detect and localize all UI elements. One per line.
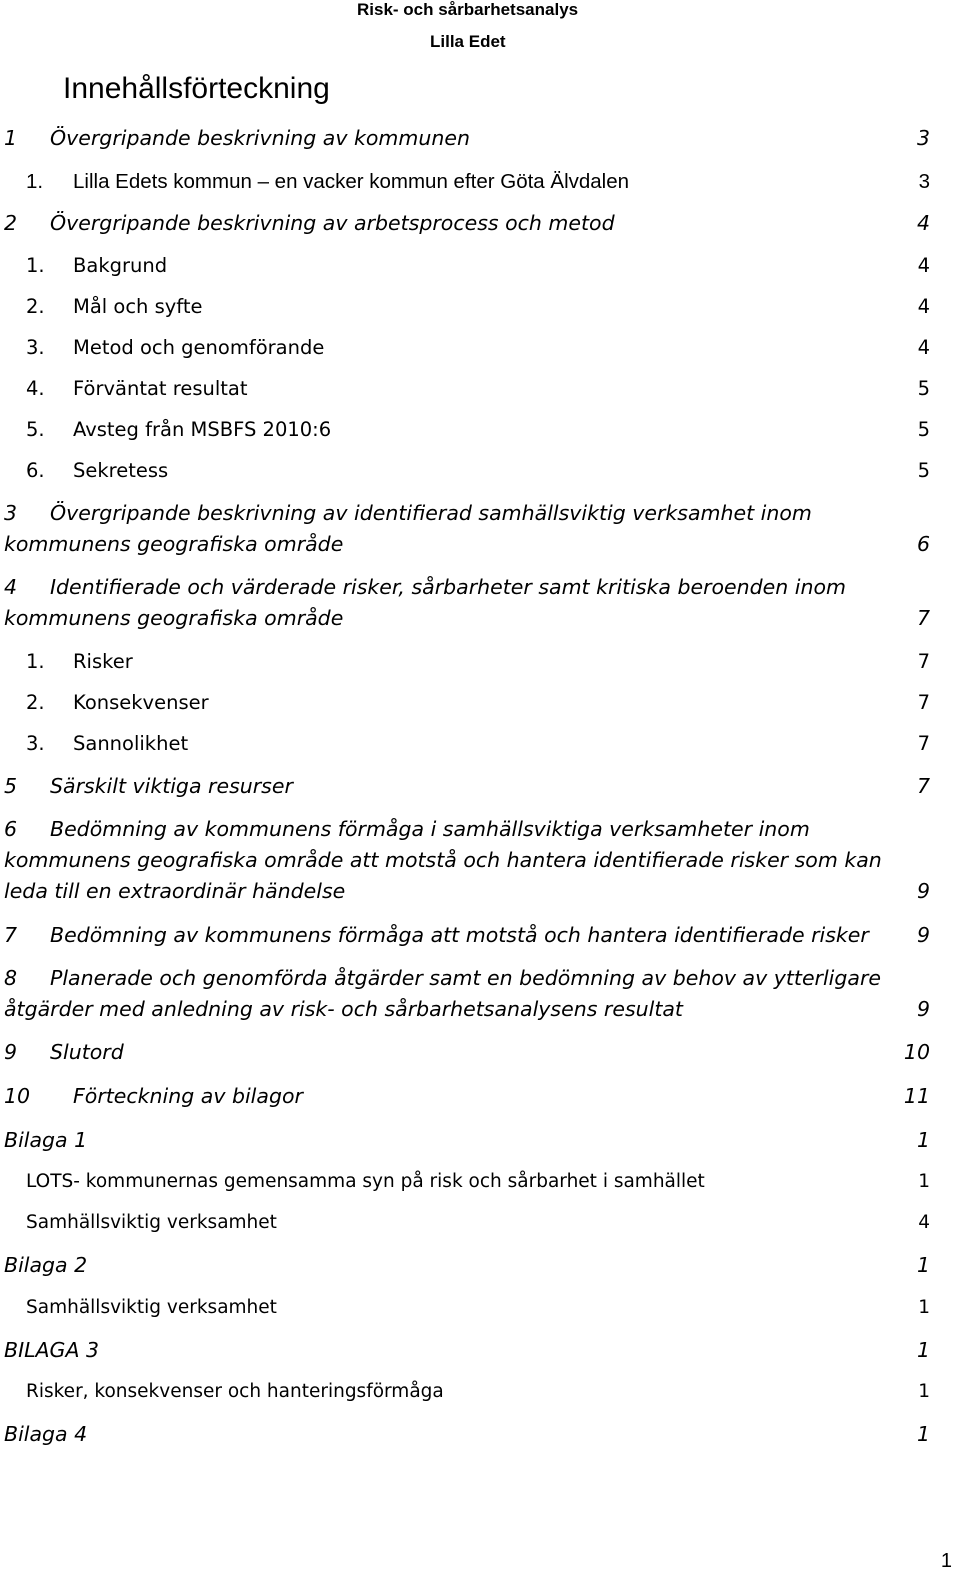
toc-entry-page: 7: [917, 732, 930, 755]
toc-entry-page: 7: [916, 774, 930, 798]
toc-entry-text: Metod och genomförande: [73, 336, 325, 359]
toc-entry-text: Risker: [73, 650, 133, 673]
toc-entry-text: Bilaga 2: [4, 1253, 88, 1277]
toc-entry-page: 7: [917, 691, 930, 714]
toc-entry-text-line1: Identifierade och värderade risker, sårbarheter samt kritiska beroenden inom: [50, 575, 846, 599]
toc-entry-chapter-1[interactable]: [4, 123, 930, 154]
toc-entry-text-line2: kommunens geografiska område: [4, 532, 344, 556]
toc-entry-bilaga-1-samhallsviktig[interactable]: [4, 1207, 930, 1238]
toc-entry-bilaga-1-lots[interactable]: [4, 1166, 930, 1197]
toc-entry-text: Sekretess: [73, 459, 169, 482]
toc-entry-text: Förväntat resultat: [73, 377, 248, 400]
toc-entry-text-line1: Övergripande beskrivning av identifierad samhällsviktig verksamhet inom: [50, 501, 812, 525]
toc-entry-number: 3.: [26, 336, 45, 359]
toc-entry-page: 1: [916, 1253, 930, 1277]
toc-entry-number: 3: [4, 501, 18, 525]
toc-entry-text-line2: kommunens geografiska område att motstå och hantera identifierade risker som kan: [4, 848, 882, 872]
toc-entry-section-2-1[interactable]: [4, 250, 930, 281]
toc-entry-text: Lilla Edets kommun – en vacker kommun efter Göta Älvdalen: [73, 170, 630, 193]
toc-entry-page: 4: [917, 295, 930, 318]
document-header-municipality: Lilla Edet: [430, 32, 506, 51]
toc-entry-number: 2.: [26, 691, 45, 714]
toc-entry-page: 3: [918, 170, 930, 193]
toc-entry-text: Sannolikhet: [73, 732, 189, 755]
toc-entry-page: 1: [916, 1338, 930, 1362]
toc-entry-chapter-2[interactable]: [4, 208, 930, 239]
toc-entry-section-2-5[interactable]: [4, 414, 930, 445]
toc-entry-number: 8: [4, 966, 18, 990]
toc-entry-section-1-1[interactable]: [4, 166, 930, 197]
toc-entry-text: Samhällsviktig verksamhet: [26, 1297, 277, 1318]
toc-entry-text: Övergripande beskrivning av kommunen: [50, 126, 470, 150]
toc-entry-page: 1: [918, 1297, 930, 1318]
toc-entry-text: Risker, konsekvenser och hanteringsförmåga: [26, 1381, 444, 1402]
toc-entry-chapter-3[interactable]: [4, 498, 930, 560]
toc-entry-text: Förteckning av bilagor: [73, 1084, 303, 1108]
toc-entry-section-2-4[interactable]: [4, 373, 930, 404]
toc-entry-bilaga-2[interactable]: [4, 1250, 930, 1281]
toc-entry-section-4-1[interactable]: [4, 646, 930, 677]
toc-entry-page: 5: [917, 459, 930, 482]
toc-entry-text-line2: åtgärder med anledning av risk- och sårbarhetsanalysens resultat: [4, 997, 683, 1021]
toc-entry-text: Bilaga 4: [4, 1422, 88, 1446]
toc-entry-number: 5: [4, 774, 18, 798]
toc-entry-text-line1: Bedömning av kommunens förmåga i samhällsviktiga verksamheter inom: [50, 817, 810, 841]
toc-entry-number: 2: [4, 211, 18, 235]
toc-entry-chapter-7[interactable]: [4, 920, 930, 951]
toc-entry-number: 9: [4, 1040, 18, 1064]
toc-entry-page: 5: [917, 418, 930, 441]
toc-entry-page: 9: [916, 879, 930, 903]
toc-entry-text: Bakgrund: [73, 254, 168, 277]
toc-entry-text: Särskilt viktiga resurser: [50, 774, 293, 798]
toc-entry-chapter-5[interactable]: [4, 771, 930, 802]
toc-entry-bilaga-3[interactable]: [4, 1335, 930, 1366]
toc-entry-number: 5.: [26, 418, 45, 441]
toc-entry-page: 6: [916, 532, 930, 556]
toc-entry-section-2-3[interactable]: [4, 332, 930, 363]
toc-entry-number: 2.: [26, 295, 45, 318]
toc-entry-bilaga-2-samhallsviktig[interactable]: [4, 1292, 930, 1323]
toc-entry-bilaga-4[interactable]: [4, 1419, 930, 1450]
toc-entry-section-4-3[interactable]: [4, 728, 930, 759]
toc-entry-text: LOTS- kommunernas gemensamma syn på risk och sårbarhet i samhället: [26, 1171, 705, 1192]
toc-entry-text: Bilaga 1: [4, 1128, 88, 1152]
toc-entry-page: 4: [917, 254, 930, 277]
toc-entry-section-2-6[interactable]: [4, 455, 930, 486]
toc-entry-page: 11: [903, 1084, 930, 1108]
toc-entry-chapter-10[interactable]: [4, 1081, 930, 1112]
toc-entry-number: 6: [4, 817, 18, 841]
toc-entry-text: Mål och syfte: [73, 295, 203, 318]
toc-entry-chapter-6[interactable]: [4, 814, 930, 907]
toc-entry-chapter-9[interactable]: [4, 1037, 930, 1068]
page-number: 1: [940, 1550, 952, 1572]
toc-entry-text-line2: kommunens geografiska område: [4, 606, 344, 630]
toc-entry-number: 4.: [26, 377, 45, 400]
toc-entry-text: BILAGA 3: [4, 1338, 100, 1362]
toc-entry-text-line3: leda till en extraordinär händelse: [4, 879, 346, 903]
toc-entry-number: 6.: [26, 459, 45, 482]
toc-entry-number: 7: [4, 923, 18, 947]
document-header-title: Risk- och sårbarhetsanalys: [357, 0, 579, 19]
toc-title: Innehållsförteckning: [63, 72, 330, 105]
toc-entry-number: 10: [4, 1084, 31, 1108]
toc-entry-text: Konsekvenser: [73, 691, 209, 714]
toc-entry-chapter-8[interactable]: [4, 963, 930, 1025]
toc-entry-page: 4: [917, 336, 930, 359]
toc-entry-text: Samhällsviktig verksamhet: [26, 1212, 277, 1233]
toc-entry-page: 10: [903, 1040, 930, 1064]
toc-entry-page: 1: [918, 1171, 930, 1192]
toc-entry-section-2-2[interactable]: [4, 291, 930, 322]
toc-entry-chapter-4[interactable]: [4, 572, 930, 634]
toc-entry-number: 1: [4, 126, 18, 150]
toc-entry-page: 9: [916, 997, 930, 1021]
toc-entry-bilaga-1[interactable]: [4, 1125, 930, 1156]
toc-entry-text: Bedömning av kommunens förmåga att motstå och hantera identifierade risker: [50, 923, 869, 947]
toc-entry-page: 1: [916, 1422, 930, 1446]
toc-entry-number: 1.: [26, 254, 45, 277]
toc-entry-page: 4: [918, 1212, 930, 1233]
toc-entry-page: 1: [916, 1128, 930, 1152]
toc-entry-page: 7: [917, 650, 930, 673]
toc-entry-number: 4: [4, 575, 18, 599]
toc-entry-page: 5: [917, 377, 930, 400]
toc-entry-number: 1.: [26, 650, 45, 673]
toc-entry-page: 3: [916, 126, 930, 150]
toc-entry-text-line1: Planerade och genomförda åtgärder samt en bedömning av behov av ytterligare: [50, 966, 881, 990]
toc-entry-text: Övergripande beskrivning av arbetsprocess och metod: [50, 211, 615, 235]
toc-entry-page: 9: [916, 923, 930, 947]
toc-entry-page: 7: [916, 606, 930, 630]
toc-entry-text: Avsteg från MSBFS 2010:6: [73, 418, 332, 441]
toc-entry-number: 3.: [26, 732, 45, 755]
toc-entry-page: 1: [918, 1381, 930, 1402]
toc-entry-page: 4: [916, 211, 930, 235]
toc-entry-text: Slutord: [50, 1040, 124, 1064]
toc-entry-section-4-2[interactable]: [4, 687, 930, 718]
toc-entry-number: 1.: [26, 170, 44, 193]
toc-entry-bilaga-3-risker[interactable]: [4, 1376, 930, 1407]
